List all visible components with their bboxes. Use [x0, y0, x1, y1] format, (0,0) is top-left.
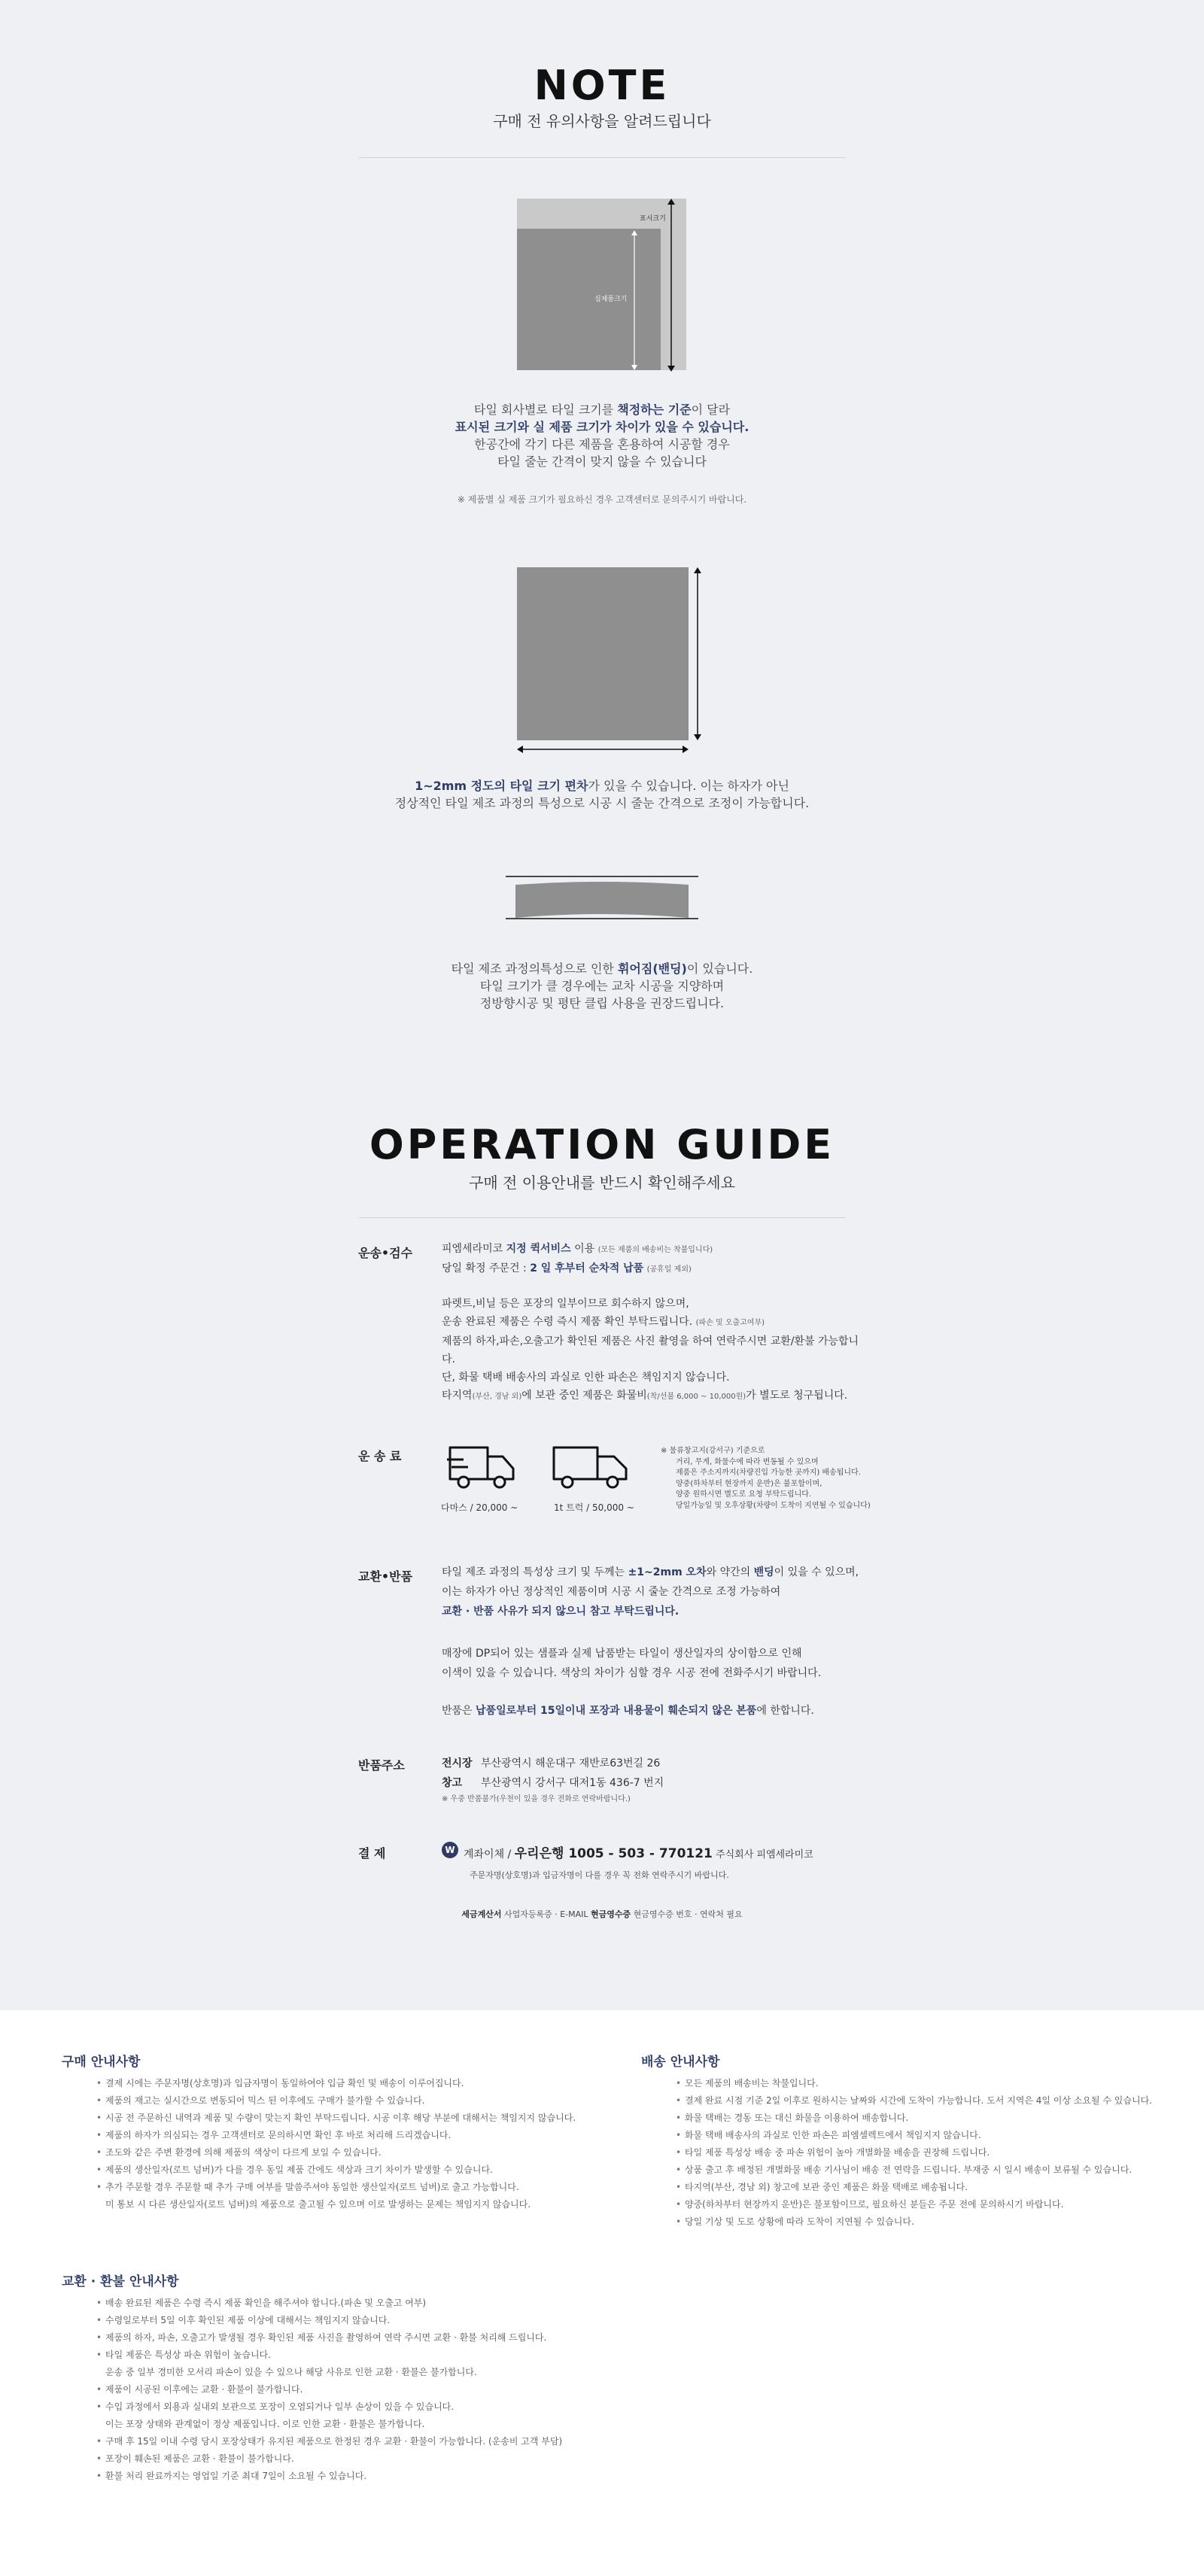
bending-diagram: [504, 874, 700, 919]
guide-title: OPERATION GUIDE: [369, 1121, 835, 1168]
shipping-check-label: 운송•검수: [358, 1246, 413, 1260]
delivery-info-list: [676, 2075, 1152, 2231]
damas-truck-icon: [445, 1443, 519, 1491]
list-item: • 구매 후 15일 이내 수령 당시 포장상태가 유지된 제품으로 한정된 경우 교환 · 환불이 가능합니다. (운송비 고객 부담): [96, 2433, 562, 2450]
list-item: • 상품 출고 후 배정된 개별화물 배송 기사님이 배송 전 연락을 드립니다. 부재중 시 일시 배송이 보류될 수 있습니다.: [676, 2161, 1152, 2179]
exchange-label: 교환•반품: [358, 1569, 413, 1584]
guide-subtitle: 구매 전 이용안내를 반드시 확인해주세요: [469, 1174, 735, 1192]
list-item: • 모든 제품의 배송비는 착불입니다.: [676, 2075, 1152, 2092]
delivery-info-title: 배송 안내사항: [641, 2055, 720, 2070]
woori-bank-icon: W: [442, 1842, 458, 1858]
shipping-check-text: 피엠세라미코 지정 퀵서비스 이용 (모든 제품의 배송비는 착불입니다) 당일 확정 주문건 : 2 일 후부터 순차적 납품 (공휴일 제외) 파렛트,비닐 등은 포장의 일부이므로 회수하지 않으며, 운송 완료된 제품은 수령 즉시 제품 확인 부탁드립니다. (파손 및 오출고여부) 제품의 하자,파손,오출고가 확인된 제품은 사진 촬영을 하여 연락주시면 교환/환불 가능합니다. 단, 화물 택배 배송사의 과실로 인한 파손은 책임지지 않습니다. 타지역(부산, 경남 외)에 보관 중인 제품은 화물비(착/선불 6,000 ~ 10,000원)가 별도로 청구됩니다.: [442, 1243, 859, 1402]
list-item: • 타일 제품은 특성상 파손 위험이 높습니다.: [96, 2347, 562, 2364]
list-item: 이는 포장 상태와 관계없이 정상 제품입니다. 이로 인한 교환 · 환불은 불가합니다.: [105, 2419, 425, 2429]
divider: [359, 157, 845, 158]
note-title: NOTE: [534, 62, 670, 109]
note-footnote: ※ 제품별 실 제품 크기가 필요하신 경우 고객센터로 문의주시기 바랍니다.: [457, 494, 747, 505]
list-item: • 제품의 재고는 실시간으로 변동되어 믹스 된 이후에도 구매가 불가할 수 있습니다.: [96, 2092, 576, 2110]
display-size-label: 표시크기: [640, 215, 666, 223]
payment-account: 계좌이체 / 우리은행 1005 - 503 - 770121 주식회사 피엠세라미코: [464, 1846, 813, 1861]
actual-size-box: [517, 229, 661, 370]
transport-notes: ※ 물류창고지(강서구) 기준으로 거리, 무게, 화물수에 따라 변동될 수 있으며 제품은 주소지까지(차량진입 가능한 곳까지) 배송됩니다. 양중(하차부터 현장까지 운반)은 불포함이며, 양중 원하시면 별도로 요청 부탁드립니다. 당일가능일 및 오후상황(차량이 도착이 지연될 수 있습니다): [661, 1447, 871, 1510]
note-block3: 타일 제조 과정의특성으로 인한 휘어짐(밴딩)이 있습니다. 타일 크기가 클 경우에는 교차 시공을 지양하며 정방향시공 및 평탄 클립 사용을 권장드립니다.: [451, 961, 753, 1010]
list-item: • 타지역(부산, 경남 외) 창고에 보관 중인 제품은 화물 택배로 배송됩니다.: [676, 2179, 1152, 2196]
exchange-info-list: [96, 2295, 562, 2485]
list-item: • 제품의 생산일자(로트 넘버)가 다를 경우 동일 제품 간에도 색상과 크기 차이가 발생할 수 있습니다.: [96, 2161, 576, 2179]
return-address-text: 전시장 부산광역시 해운대구 재반로63번길 26 창고 부산광역시 강서구 대저1동 436-7 번지 ※ 우중 반품불가(우천이 있을 경우 전화로 연락바랍니다.): [442, 1757, 664, 1803]
tax-info: 세금계산서 사업자등록증 · E-MAIL 현금영수증 현금영수증 번호 · 연락처 필요: [461, 1909, 743, 1919]
list-item: • 추가 주문할 경우 주문할 때 추가 구매 여부를 말씀주셔야 동일한 생산일자(로트 넘버)로 출고 가능합니다.: [96, 2179, 576, 2196]
deviation-diagram: [512, 566, 707, 757]
list-item: • 제품의 하자, 파손, 오출고가 발생될 경우 확인된 제품 사진을 촬영하여 연락 주시면 교환 · 환불 처리해 드립니다.: [96, 2329, 562, 2347]
payment-note: 주문자명(상호명)과 입금자명이 다를 경우 꼭 전화 연락주시기 바랍니다.: [470, 1870, 729, 1880]
one-ton-caption: 1t 트럭 / 50,000 ~: [554, 1502, 634, 1513]
list-item: • 환불 처리 완료까지는 영업일 기준 최대 7일이 소요될 수 있습니다.: [96, 2468, 562, 2485]
divider: [359, 1217, 845, 1218]
transport-fee-label: 운 송 료: [358, 1449, 402, 1463]
note-subtitle: 구매 전 유의사항을 알려드립니다: [493, 112, 711, 130]
list-item: 운송 중 일부 경미한 모서리 파손이 있을 수 있으나 해당 사유로 인한 교환 · 환불은 불가합니다.: [105, 2367, 477, 2377]
size-diagram: [512, 197, 700, 376]
exchange-text: 타일 제조 과정의 특성상 크기 및 두께는 ±1~2mm 오차와 약간의 밴딩이 있을 수 있으며, 이는 하자가 아닌 정상적인 제품이며 시공 시 줄눈 간격으로 조정 가능하여 교환 · 반품 사유가 되지 않으니 참고 부탁드립니다. 매장에 DP되어 있는 샘플과 실제 납품받는 타일이 생산일자의 상이함으로 인해 이색이 있을 수 있습니다. 색상의 차이가 심할 경우 시공 전에 전화주시기 바랍니다. 반품은 납품일로부터 15일이내 포장과 내용물이 훼손되지 않은 본품에 한합니다.: [442, 1566, 859, 1717]
bent-tile: [515, 882, 689, 918]
tile-box: [517, 567, 689, 740]
actual-size-label: 실제품크기: [594, 296, 628, 303]
note-block1: 타일 회사별로 타일 크기를 책정하는 기준이 달라 표시된 크기와 실 제품 크기가 차이가 있을 수 있습니다. 한공간에 각기 다른 제품을 혼용하여 시공할 경우 타일 줄눈 간격이 맞지 않을 수 있습니다: [455, 402, 749, 469]
list-item: • 결제 시에는 주문자명(상호명)과 입금자명이 동일하여야 입금 확인 및 배송이 이루어집니다.: [96, 2075, 576, 2092]
list-item: 미 통보 시 다른 생산일자(로트 넘버)의 제품으로 출고될 수 있으며 이로 발생하는 문제는 책임지지 않습니다.: [105, 2199, 531, 2210]
list-item: • 배송 완료된 제품은 수령 즉시 제품 확인을 해주셔야 합니다.(파손 및 오출고 여부): [96, 2295, 562, 2312]
damas-caption: 다마스 / 20,000 ~: [441, 1502, 518, 1513]
note-block2: 1~2mm 정도의 타일 크기 편차가 있을 수 있습니다. 이는 하자가 아닌 정상적인 타일 제조 과정의 특성으로 시공 시 줄눈 간격으로 조정이 가능합니다.: [394, 779, 810, 810]
list-item: • 제품이 시공된 이후에는 교환 · 환불이 불가합니다.: [96, 2381, 562, 2398]
purchase-info-list: [96, 2075, 576, 2213]
list-item: • 수입 과정에서 외용과 실내외 보관으로 포장이 오염되거나 일부 손상이 있을 수 있습니다.: [96, 2398, 562, 2416]
list-item: • 당일 기상 및 도로 상황에 따라 도착이 지연될 수 있습니다.: [676, 2213, 1152, 2231]
list-item: • 수령일로부터 5일 이후 확인된 제품 이상에 대해서는 책임지지 않습니다.: [96, 2312, 562, 2329]
return-address-label: 반품주소: [358, 1758, 405, 1773]
list-item: • 화물 택배는 경동 또는 대신 화물을 이용하여 배송합니다.: [676, 2110, 1152, 2127]
list-item: • 타일 제품 특성상 배송 중 파손 위험이 높아 개별화물 배송을 권장해 드립니다.: [676, 2144, 1152, 2161]
list-item: • 조도와 같은 주변 환경에 의해 제품의 색상이 다르게 보일 수 있습니다.: [96, 2144, 576, 2161]
list-item: • 포장이 훼손된 제품은 교환 · 환불이 불가합니다.: [96, 2450, 562, 2468]
list-item: • 결제 완료 시점 기준 2일 이후로 원하시는 날짜와 시간에 도착이 가능합니다. 도서 지역은 4일 이상 소요될 수 있습니다.: [676, 2092, 1152, 2110]
list-item: • 시공 전 주문하신 내역과 제품 및 수량이 맞는지 확인 부탁드립니다. 시공 이후 해당 부분에 대해서는 책임지지 않습니다.: [96, 2110, 576, 2127]
list-item: • 화물 택배 배송사의 과실로 인한 파손은 피엠셀렉트에서 책임지지 않습니다.: [676, 2127, 1152, 2144]
list-item: • 양중(하차부터 현장까지 운반)은 불포함이므로, 필요하신 분들은 주문 전에 문의하시기 바랍니다.: [676, 2196, 1152, 2213]
one-ton-truck-icon: [551, 1443, 634, 1491]
payment-label: 결 제: [358, 1846, 386, 1861]
list-item: • 제품의 하자가 의심되는 경우 고객센터로 문의하시면 확인 후 바로 처리해 드리겠습니다.: [96, 2127, 576, 2144]
exchange-info-title: 교환 · 환불 안내사항: [62, 2274, 179, 2289]
purchase-info-title: 구매 안내사항: [62, 2055, 141, 2070]
